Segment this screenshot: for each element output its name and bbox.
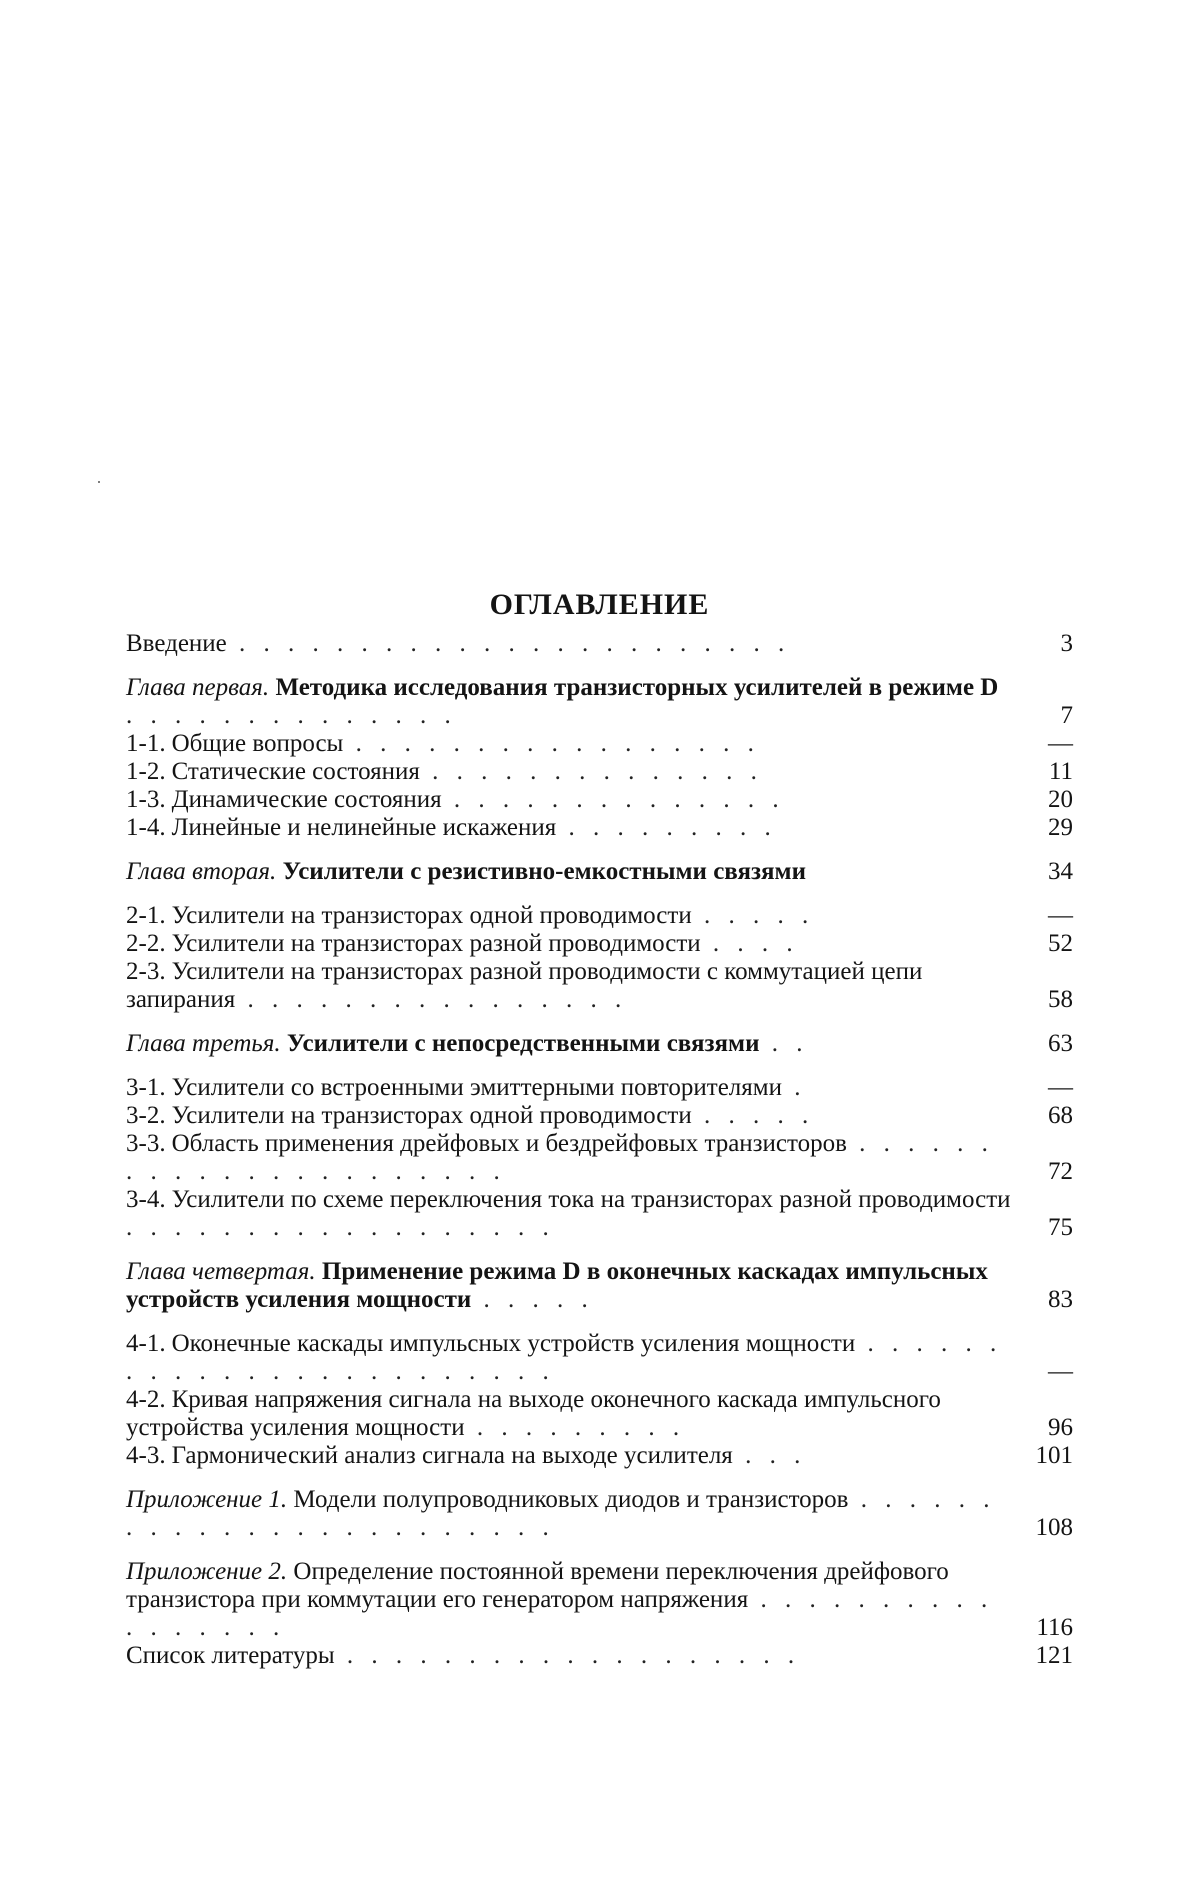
- leader-dots: . . . . . . . . .: [464, 1414, 686, 1441]
- section-number: 3-4.: [126, 1186, 166, 1213]
- leader-dots: . . . . . . . . . . . . . . . . . . . . . .: [126, 1130, 994, 1185]
- leader-dots: . . . .: [700, 930, 799, 957]
- toc-entry-1-4: [126, 814, 1073, 842]
- entry-text: Введение: [126, 630, 227, 657]
- section-number: 3-3.: [126, 1130, 166, 1157]
- chapter-title: Применение режима D в оконечных каскадах импульсных устройств усиления мощности: [126, 1258, 988, 1313]
- toc-entry-2-3: [126, 958, 1073, 1014]
- page-number: 7: [1060, 702, 1073, 729]
- page-number: —: [1048, 1358, 1073, 1385]
- toc-entry-chapter-1: [126, 674, 1073, 730]
- entry-text: Усилители на транзисторах разной проводимости с коммутацией цепи запирания: [126, 958, 923, 1013]
- chapter-label: Глава первая.: [126, 674, 270, 701]
- section-number: 4-3.: [126, 1442, 166, 1469]
- section-number: 1-4.: [126, 814, 166, 841]
- leader-dots: . . . . .: [691, 902, 815, 929]
- page-number: 108: [1035, 1514, 1073, 1541]
- page-number: 96: [1048, 1414, 1073, 1441]
- entry-text: Усилители по схеме переключения тока на транзисторах разной проводимости: [171, 1186, 1011, 1213]
- page-number: —: [1048, 730, 1073, 757]
- page-number: 101: [1035, 1442, 1073, 1469]
- entry-text: Область применения дрейфовых и бездрейфовых транзисторов: [171, 1130, 847, 1157]
- toc-entry-4-1: [126, 1330, 1073, 1386]
- page-number: 121: [1035, 1642, 1073, 1669]
- entry-text: Кривая напряжения сигнала на выходе оконечного каскада импульсного устройства усиления мощности: [126, 1386, 941, 1441]
- chapter-label: Глава вторая.: [126, 858, 277, 885]
- chapter-title: Усилители с непосредственными связями: [286, 1030, 760, 1057]
- appendix-label: Приложение 2.: [126, 1558, 288, 1585]
- page-number: 52: [1048, 930, 1073, 957]
- entry-text: Модели полупроводниковых диодов и транзисторов: [293, 1486, 849, 1513]
- toc-entry-bibliography: [126, 1642, 1073, 1670]
- section-number: 2-3.: [126, 958, 166, 985]
- leader-dots: . . . . . . . . . . . . . . . . . . . . . . . .: [126, 1486, 996, 1541]
- section-number: 1-2.: [126, 758, 166, 785]
- chapter-title: Методика исследования транзисторных усилителей в режиме D: [275, 674, 999, 701]
- toc-entry-1-2: [126, 758, 1073, 786]
- toc-entry-2-2: [126, 930, 1073, 958]
- leader-dots: . . . . . . . . . . . . . .: [441, 786, 785, 813]
- leader-dots: . . . . . . . . . . . . . .: [126, 702, 457, 729]
- section-number: 4-2.: [126, 1386, 166, 1413]
- section-number: 1-3.: [126, 786, 166, 813]
- leader-dots: . . . . . . . . . . . . . . . . .: [126, 1586, 994, 1641]
- page-number: 11: [1048, 758, 1073, 785]
- toc-entry-3-3: [126, 1130, 1073, 1186]
- leader-dots: . . . . . . . . . . . . . . . . . . . . . . .: [226, 630, 791, 657]
- entry-text: Статические состояния: [171, 758, 420, 785]
- section-number: 2-2.: [126, 930, 166, 957]
- chapter-label: Глава третья.: [126, 1030, 281, 1057]
- leader-dots: . . . . .: [691, 1102, 815, 1129]
- toc-entry-chapter-4: [126, 1258, 1073, 1314]
- page-number: 68: [1048, 1102, 1073, 1129]
- toc-entry-2-1: [126, 902, 1073, 930]
- page-number: 3: [1060, 630, 1073, 657]
- page-number: 116: [1036, 1614, 1073, 1641]
- leader-dots: . . . . . . . . . . . . . . . .: [235, 986, 628, 1013]
- leader-dots: . . . . . . . . . . . . . . . . . . .: [334, 1642, 801, 1669]
- entry-text: Линейные и нелинейные искажения: [171, 814, 557, 841]
- leader-dots: . . . . . . . . .: [556, 814, 777, 841]
- leader-dots: . . .: [732, 1442, 807, 1469]
- toc-entry-chapter-3: [126, 1030, 1073, 1058]
- entry-text: Усилители на транзисторах одной проводимости: [171, 902, 692, 929]
- toc-entry-4-3: [126, 1442, 1073, 1470]
- entry-text: Гармонический анализ сигнала на выходе усилителя: [171, 1442, 733, 1469]
- chapter-label: Глава четвертая.: [126, 1258, 316, 1285]
- toc-title: ОГЛАВЛЕНИЕ: [489, 588, 710, 621]
- entry-text: Оконечные каскады импульсных устройств усиления мощности: [171, 1330, 856, 1357]
- entry-text: Усилители на транзисторах разной проводимости: [171, 930, 701, 957]
- section-number: 3-2.: [126, 1102, 166, 1129]
- toc-entry-3-1: [126, 1074, 1073, 1102]
- page-number: 72: [1048, 1158, 1073, 1185]
- section-number: 2-1.: [126, 902, 166, 929]
- leader-dots: . . . . . . . . . . . . . . . . .: [343, 730, 760, 757]
- leader-dots: . . . . . . . . . . . . . . . . . .: [126, 1214, 555, 1241]
- leader-dots: . .: [759, 1030, 809, 1057]
- toc-entry-1-3: [126, 786, 1073, 814]
- page-number: 20: [1048, 786, 1073, 813]
- toc-entry-3-2: [126, 1102, 1073, 1130]
- entry-text: Усилители со встроенными эмиттерными повторителями: [171, 1074, 782, 1101]
- page-number: 58: [1048, 986, 1073, 1013]
- toc-entry-1-1: [126, 730, 1073, 758]
- page-number: 63: [1048, 1030, 1073, 1057]
- leader-dots: . . . . . . . . . . . . . . . . . . . . . . . .: [126, 1330, 1003, 1385]
- page-number: —: [1048, 902, 1073, 929]
- leader-dots: . . . . . . . . . . . . . .: [419, 758, 763, 785]
- page-number: —: [1048, 1074, 1073, 1101]
- section-number: 3-1.: [126, 1074, 166, 1101]
- page-number: 83: [1048, 1286, 1073, 1313]
- table-of-contents: [126, 586, 1073, 1670]
- entry-text: Определение постоянной времени переключения дрейфового транзистора при коммутации его генератором напряжения: [126, 1558, 949, 1613]
- page-number: 34: [1048, 858, 1073, 885]
- entry-text: Общие вопросы: [171, 730, 344, 757]
- leader-dots: .: [781, 1074, 807, 1101]
- appendix-label: Приложение 1.: [126, 1486, 288, 1513]
- entry-text: Список литературы: [126, 1642, 335, 1669]
- toc-entry-appendix-2: [126, 1558, 1073, 1642]
- chapter-title: Усилители с резистивно-емкостными связями: [282, 858, 806, 885]
- toc-entry-introduction: [126, 630, 1073, 658]
- entry-text: Усилители на транзисторах одной проводимости: [171, 1102, 692, 1129]
- toc-entry-appendix-1: [126, 1486, 1073, 1542]
- scan-speck: [98, 481, 100, 483]
- section-number: 1-1.: [126, 730, 166, 757]
- page-number: 75: [1048, 1214, 1073, 1241]
- toc-entry-3-4: [126, 1186, 1073, 1242]
- toc-entry-4-2: [126, 1386, 1073, 1442]
- leader-dots: . . . . .: [471, 1286, 594, 1313]
- page-number: 29: [1048, 814, 1073, 841]
- entry-text: Динамические состояния: [171, 786, 442, 813]
- section-number: 4-1.: [126, 1330, 166, 1357]
- toc-entry-chapter-2: [126, 858, 1073, 886]
